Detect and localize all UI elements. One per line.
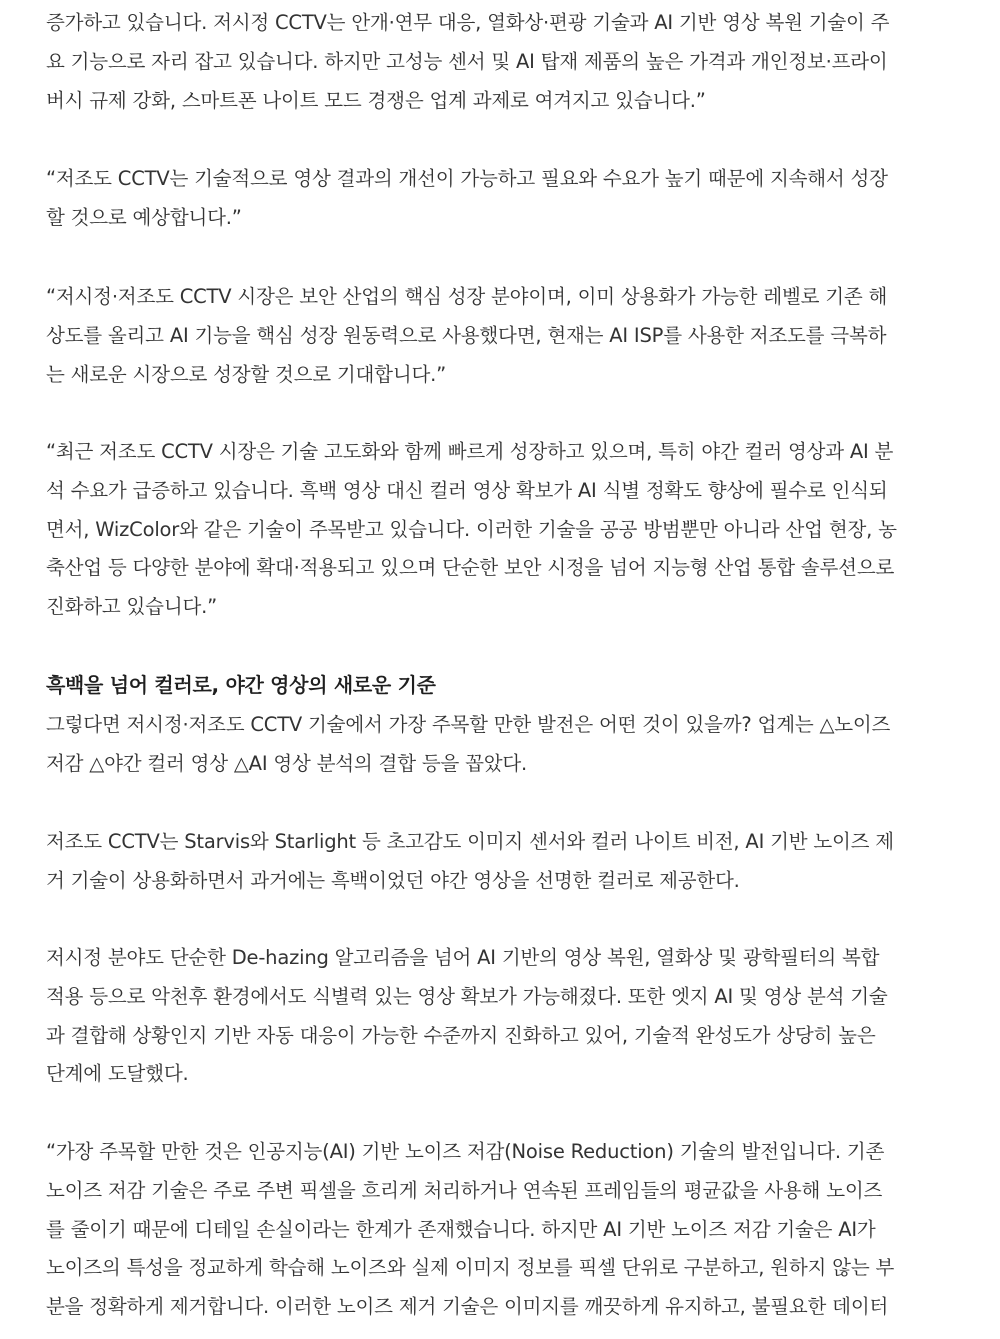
text-line: 노이즈 저감 기술은 주로 주변 픽셀을 흐리게 처리하거나 연속된 프레임들의 평균값을 사용해 노이즈 [46, 1178, 883, 1202]
text-line: 진화하고 있습니다.” [46, 595, 217, 619]
text-line: 축산업 등 다양한 분야에 확대·적용되고 있으며 단순한 보안 시정을 넘어 지능형 산업 통합 솔루션으로 [46, 556, 895, 580]
text-line: 노이즈의 특성을 정교하게 학습해 노이즈와 실제 이미지 정보를 픽셀 단위로 구분하고, 원하지 않는 부 [46, 1256, 895, 1280]
text-line: 면서, WizColor와 같은 기술이 주목받고 있습니다. 이러한 기술을 공공 방범뿐만 아니라 산업 현장, 농 [46, 517, 897, 541]
text-line: 버시 규제 강화, 스마트폰 나이트 모드 경쟁은 업계 과제로 여겨지고 있습니다.” [46, 88, 706, 112]
quote-paragraph [46, 433, 897, 627]
text-line: 석 수요가 급증하고 있습니다. 흑백 영상 대신 컬러 영상 확보가 AI 식별 정확도 향상에 필수로 인식되 [46, 478, 888, 502]
text-line: 분을 정확하게 제거합니다. 이러한 노이즈 제거 기술은 이미지를 깨끗하게 유지하고, 불필요한 데이터 [46, 1295, 889, 1319]
text-line: 거 기술이 상용화하면서 과거에는 흑백이었던 야간 영상을 선명한 컬러로 제공한다. [46, 868, 740, 892]
text-line: 저조도 CCTV는 Starvis와 Starlight 등 초고감도 이미지 센서와 컬러 나이트 비전, AI 기반 노이즈 제 [46, 830, 894, 853]
text-line: 는 새로운 시장으로 성장할 것으로 기대합니다.” [46, 362, 446, 386]
text-line: “가장 주목할 만한 것은 인공지능(AI) 기반 노이즈 저감(Noise Reduction) 기술의 발전입니다. 기존 [46, 1140, 885, 1163]
text-line: “저시정·저조도 CCTV 시장은 보안 산업의 핵심 성장 분야이며, 이미 상용화가 가능한 레벨로 기존 해 [46, 285, 888, 308]
text-line: 저감 △야간 컬러 영상 △AI 영상 분석의 결합 등을 꼽았다. [46, 751, 528, 775]
text-line: 적용 등으로 악천후 환경에서도 식별력 있는 영상 확보가 가능해졌다. 또한 엣지 AI 및 영상 분석 기술 [46, 984, 888, 1008]
text-line: 상도를 올리고 AI 기능을 핵심 성장 원동력으로 사용했다면, 현재는 AI ISP를 사용한 저조도를 극복하 [46, 323, 887, 347]
quote-paragraph [46, 1133, 894, 1327]
text-line: 단계에 도달했다. [46, 1062, 189, 1086]
paragraph [46, 823, 894, 901]
text-line: “최근 저조도 CCTV 시장은 기술 고도화와 함께 빠르게 성장하고 있으며, 특히 야간 컬러 영상과 AI 분 [46, 440, 894, 463]
paragraph [46, 706, 890, 784]
section-heading: 흑백을 넘어 컬러로, 야간 영상의 새로운 기준 [46, 673, 436, 697]
quote-paragraph [46, 160, 888, 238]
text-line: 그렇다면 저시정·저조도 CCTV 기술에서 가장 주목할 만한 발전은 어떤 것이 있을까? 업계는 △노이즈 [46, 713, 891, 736]
text-line: 를 줄이기 때문에 디테일 손실이라는 한계가 존재했습니다. 하지만 AI 기반 노이즈 저감 기술은 AI가 [46, 1217, 876, 1241]
text-line: 할 것으로 예상합니다.” [46, 205, 242, 229]
text-line: 저시정 분야도 단순한 De-hazing 알고리즘을 넘어 AI 기반의 영상 복원, 열화상 및 광학필터의 복합 [46, 946, 880, 969]
quote-paragraph [46, 278, 887, 394]
text-line: 증가하고 있습니다. 저시정 CCTV는 안개·연무 대응, 열화상·편광 기술과 AI 기반 영상 복원 기술이 주 [46, 11, 890, 34]
text-line: “저조도 CCTV는 기술적으로 영상 결과의 개선이 가능하고 필요와 수요가 높기 때문에 지속해서 성장 [46, 167, 888, 190]
text-line: 요 기능으로 자리 잡고 있습니다. 하지만 고성능 센서 및 AI 탑재 제품의 높은 가격과 개인정보·프라이 [46, 49, 888, 73]
text-line: 과 결합해 상황인지 기반 자동 대응이 가능한 수준까지 진화하고 있어, 기술적 완성도가 상당히 높은 [46, 1023, 876, 1047]
paragraph [46, 939, 888, 1094]
paragraph [46, 4, 889, 120]
